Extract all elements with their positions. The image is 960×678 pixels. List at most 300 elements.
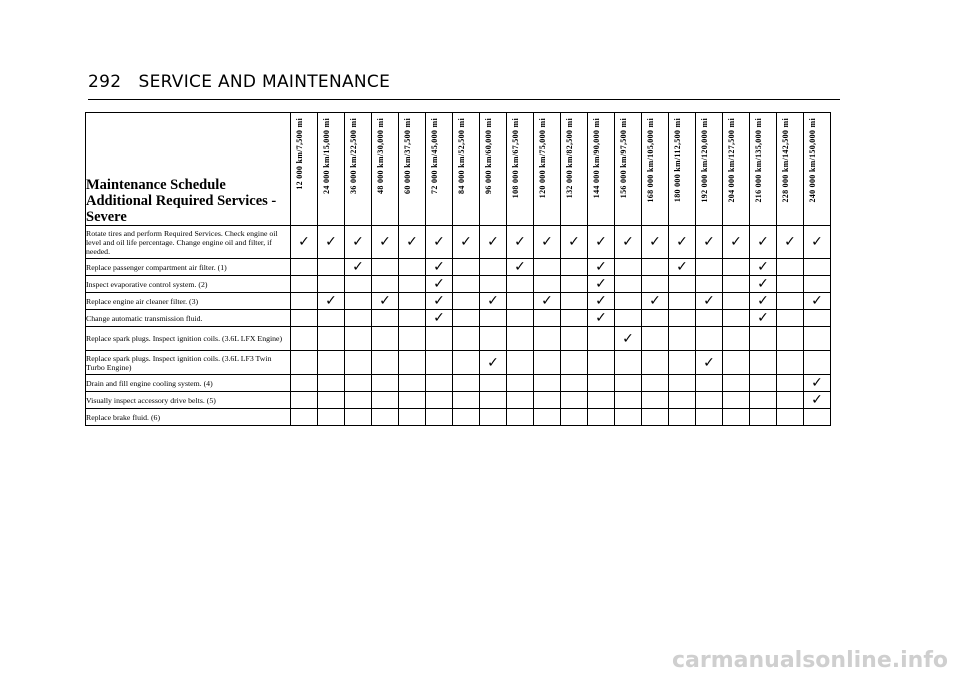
interval-label: 120 000 km/75,000 mi [538,118,547,199]
interval-label: 192 000 km/120,000 mi [700,118,709,203]
empty-cell [615,259,642,276]
checkmark-cell [588,259,615,276]
checkmark-icon: ✓ [352,234,364,250]
checkmark-cell [615,327,642,351]
empty-cell [777,409,804,426]
service-description: Replace passenger compartment air filter. (1) [86,259,291,276]
empty-cell [399,327,426,351]
checkmark-icon: ✓ [595,276,607,292]
interval-header [453,113,480,226]
empty-cell [588,327,615,351]
checkmark-icon: ✓ [784,234,796,250]
empty-cell [615,310,642,327]
interval-header [723,113,750,226]
checkmark-icon: ✓ [433,310,445,326]
interval-label: 48 000 km/30,000 mi [376,118,385,194]
checkmark-icon: ✓ [730,234,742,250]
interval-label: 96 000 km/60,000 mi [484,118,493,194]
empty-cell [723,259,750,276]
checkmark-cell [804,293,831,310]
checkmark-icon: ✓ [757,293,769,309]
empty-cell [291,351,318,375]
checkmark-icon: ✓ [379,293,391,309]
checkmark-cell [804,392,831,409]
empty-cell [615,392,642,409]
interval-label: 24 000 km/15,000 mi [322,118,331,194]
empty-cell [642,392,669,409]
service-description: Replace spark plugs. Inspect ignition coils. (3.6L LFX Engine) [86,327,291,351]
checkmark-cell [750,293,777,310]
empty-cell [750,375,777,392]
empty-cell [318,259,345,276]
empty-cell [723,276,750,293]
checkmark-icon: ✓ [703,293,715,309]
empty-cell [318,327,345,351]
empty-cell [804,310,831,327]
empty-cell [777,276,804,293]
checkmark-icon: ✓ [595,259,607,275]
checkmark-cell [534,293,561,310]
checkmark-icon: ✓ [703,354,715,371]
empty-cell [588,392,615,409]
empty-cell [777,310,804,327]
interval-header [615,113,642,226]
empty-cell [696,375,723,392]
checkmark-cell [345,226,372,259]
empty-cell [615,351,642,375]
checkmark-icon: ✓ [433,293,445,309]
empty-cell [507,327,534,351]
service-description: Replace spark plugs. Inspect ignition coils. (3.6L LF3 Twin Turbo Engine) [86,351,291,375]
empty-cell [642,375,669,392]
empty-cell [480,392,507,409]
interval-label: 12 000 km/7,500 mi [295,118,304,190]
table-row [86,310,831,327]
empty-cell [561,392,588,409]
empty-cell [480,310,507,327]
empty-cell [453,409,480,426]
interval-header [534,113,561,226]
empty-cell [399,409,426,426]
table-row [86,375,831,392]
interval-header [750,113,777,226]
empty-cell [453,392,480,409]
empty-cell [561,409,588,426]
empty-cell [615,409,642,426]
checkmark-cell [426,293,453,310]
interval-header [588,113,615,226]
empty-cell [318,276,345,293]
table-row [86,351,831,375]
empty-cell [723,409,750,426]
table-row [86,293,831,310]
interval-header [561,113,588,226]
empty-cell [345,310,372,327]
empty-cell [642,259,669,276]
empty-cell [453,327,480,351]
empty-cell [399,293,426,310]
empty-cell [561,375,588,392]
empty-cell [507,276,534,293]
empty-cell [345,276,372,293]
empty-cell [507,392,534,409]
checkmark-cell [426,226,453,259]
checkmark-icon: ✓ [514,234,526,250]
checkmark-cell [426,259,453,276]
empty-cell [291,409,318,426]
empty-cell [696,310,723,327]
interval-header [804,113,831,226]
checkmark-cell [480,351,507,375]
empty-cell [588,375,615,392]
empty-cell [750,392,777,409]
empty-cell [291,293,318,310]
checkmark-cell [453,226,480,259]
checkmark-cell [291,226,318,259]
interval-header [507,113,534,226]
checkmark-icon: ✓ [379,234,391,250]
checkmark-icon: ✓ [595,310,607,326]
checkmark-cell [750,226,777,259]
checkmark-icon: ✓ [757,259,769,275]
empty-cell [534,375,561,392]
empty-cell [480,259,507,276]
service-description: Change automatic transmission fluid. [86,310,291,327]
checkmark-cell [426,310,453,327]
checkmark-cell [669,226,696,259]
empty-cell [426,409,453,426]
checkmark-cell [372,226,399,259]
checkmark-icon: ✓ [703,234,715,250]
checkmark-cell [669,259,696,276]
empty-cell [804,409,831,426]
empty-cell [318,409,345,426]
checkmark-cell [615,226,642,259]
empty-cell [642,327,669,351]
empty-cell [399,351,426,375]
empty-cell [669,392,696,409]
checkmark-icon: ✓ [352,259,364,275]
empty-cell [345,351,372,375]
empty-cell [291,276,318,293]
interval-header [318,113,345,226]
empty-cell [399,276,426,293]
checkmark-cell [750,276,777,293]
service-description: Inspect evaporative control system. (2) [86,276,291,293]
checkmark-cell [750,259,777,276]
empty-cell [426,351,453,375]
checkmark-icon: ✓ [433,234,445,250]
interval-label: 180 000 km/112,500 mi [673,118,682,203]
page-number: 292 [88,72,122,92]
empty-cell [669,293,696,310]
empty-cell [345,293,372,310]
empty-cell [669,310,696,327]
empty-cell [588,351,615,375]
empty-cell [372,259,399,276]
checkmark-icon: ✓ [676,259,688,275]
service-description: Rotate tires and perform Required Services. Check engine oil level and oil life percentage. Change engine oil and filter, if needed. [86,226,291,259]
empty-cell [534,259,561,276]
checkmark-cell [426,276,453,293]
empty-cell [804,259,831,276]
interval-label: 228 000 km/142,500 mi [781,118,790,203]
checkmark-cell [345,259,372,276]
empty-cell [615,276,642,293]
checkmark-icon: ✓ [811,234,823,250]
empty-cell [750,327,777,351]
checkmark-icon: ✓ [757,276,769,292]
checkmark-icon: ✓ [622,330,634,347]
empty-cell [534,327,561,351]
interval-label: 168 000 km/105,000 mi [646,118,655,203]
checkmark-cell [561,226,588,259]
interval-label: 72 000 km/45,000 mi [430,118,439,194]
empty-cell [750,351,777,375]
interval-label: 84 000 km/52,500 mi [457,118,466,194]
empty-cell [507,310,534,327]
checkmark-cell [372,293,399,310]
empty-cell [453,259,480,276]
table-row [86,409,831,426]
interval-label: 240 000 km/150,000 mi [808,118,817,203]
table-row [86,327,831,351]
checkmark-cell [399,226,426,259]
table-row [86,392,831,409]
empty-cell [804,351,831,375]
empty-cell [372,375,399,392]
interval-header [696,113,723,226]
empty-cell [642,310,669,327]
empty-cell [399,392,426,409]
empty-cell [399,259,426,276]
empty-cell [777,351,804,375]
empty-cell [534,392,561,409]
checkmark-cell [777,226,804,259]
checkmark-icon: ✓ [460,234,472,250]
checkmark-cell [696,351,723,375]
empty-cell [372,310,399,327]
empty-cell [561,327,588,351]
interval-label: 144 000 km/90,000 mi [592,118,601,199]
empty-cell [480,327,507,351]
empty-cell [345,327,372,351]
checkmark-cell [723,226,750,259]
empty-cell [507,351,534,375]
table-row [86,276,831,293]
empty-cell [318,310,345,327]
empty-cell [750,409,777,426]
empty-cell [723,351,750,375]
checkmark-icon: ✓ [757,234,769,250]
interval-header [372,113,399,226]
table-row [86,259,831,276]
checkmark-cell [642,293,669,310]
checkmark-cell [507,226,534,259]
empty-cell [345,409,372,426]
empty-cell [453,276,480,293]
service-description: Drain and fill engine cooling system. (4) [86,375,291,392]
checkmark-icon: ✓ [514,259,526,275]
interval-header [669,113,696,226]
empty-cell [507,375,534,392]
empty-cell [318,392,345,409]
checkmark-icon: ✓ [568,234,580,250]
empty-cell [318,351,345,375]
empty-cell [723,293,750,310]
section-title: SERVICE AND MAINTENANCE [138,72,391,92]
checkmark-icon: ✓ [325,234,337,250]
empty-cell [777,327,804,351]
table-row [86,226,831,259]
checkmark-icon: ✓ [325,293,337,309]
empty-cell [426,327,453,351]
interval-label: 60 000 km/37,500 mi [403,118,412,194]
empty-cell [480,375,507,392]
interval-label: 156 000 km/97,500 mi [619,118,628,199]
service-description: Replace brake fluid. (6) [86,409,291,426]
checkmark-cell [480,293,507,310]
checkmark-icon: ✓ [406,234,418,250]
interval-label: 216 000 km/135,000 mi [754,118,763,203]
empty-cell [453,375,480,392]
checkmark-cell [804,226,831,259]
empty-cell [777,392,804,409]
empty-cell [480,409,507,426]
empty-cell [669,409,696,426]
checkmark-cell [588,293,615,310]
empty-cell [372,351,399,375]
interval-header [480,113,507,226]
empty-cell [480,276,507,293]
empty-cell [723,310,750,327]
empty-cell [588,409,615,426]
checkmark-icon: ✓ [541,234,553,250]
empty-cell [804,327,831,351]
checkmark-icon: ✓ [622,234,634,250]
checkmark-icon: ✓ [487,234,499,250]
interval-header [399,113,426,226]
checkmark-icon: ✓ [649,234,661,250]
checkmark-icon: ✓ [433,259,445,275]
checkmark-icon: ✓ [487,293,499,309]
empty-cell [399,375,426,392]
empty-cell [345,375,372,392]
checkmark-icon: ✓ [649,293,661,309]
empty-cell [642,276,669,293]
checkmark-cell [696,226,723,259]
checkmark-cell [588,276,615,293]
interval-header [777,113,804,226]
empty-cell [345,392,372,409]
interval-label: 36 000 km/22,500 mi [349,118,358,194]
empty-cell [372,276,399,293]
empty-cell [291,310,318,327]
empty-cell [534,409,561,426]
empty-cell [669,375,696,392]
checkmark-cell [534,226,561,259]
checkmark-icon: ✓ [298,234,310,250]
empty-cell [561,293,588,310]
checkmark-cell [507,259,534,276]
empty-cell [318,375,345,392]
empty-cell [723,392,750,409]
empty-cell [534,351,561,375]
empty-cell [696,392,723,409]
empty-cell [804,276,831,293]
empty-cell [291,327,318,351]
empty-cell [696,276,723,293]
interval-label: 204 000 km/127,500 mi [727,118,736,203]
interval-label: 108 000 km/67,500 mi [511,118,520,199]
checkmark-icon: ✓ [811,375,823,391]
table-body [86,226,831,426]
checkmark-cell [750,310,777,327]
checkmark-icon: ✓ [676,234,688,250]
empty-cell [642,409,669,426]
empty-cell [534,276,561,293]
empty-cell [723,327,750,351]
header-divider [88,99,840,100]
empty-cell [372,392,399,409]
empty-cell [777,293,804,310]
checkmark-icon: ✓ [811,293,823,309]
interval-label: 132 000 km/82,500 mi [565,118,574,199]
checkmark-cell [588,310,615,327]
empty-cell [777,259,804,276]
empty-cell [615,375,642,392]
empty-cell [777,375,804,392]
checkmark-cell [642,226,669,259]
checkmark-icon: ✓ [595,293,607,309]
empty-cell [669,276,696,293]
empty-cell [696,327,723,351]
empty-cell [291,375,318,392]
empty-cell [372,327,399,351]
empty-cell [642,351,669,375]
empty-cell [453,293,480,310]
interval-header [345,113,372,226]
interval-header [291,113,318,226]
empty-cell [561,276,588,293]
checkmark-cell [480,226,507,259]
checkmark-cell [318,226,345,259]
empty-cell [669,351,696,375]
table-title: Maintenance Schedule Additional Required Services - Severe [86,113,291,226]
checkmark-icon: ✓ [541,293,553,309]
table-header-row [86,113,831,226]
empty-cell [723,375,750,392]
maintenance-schedule-table [85,112,831,426]
empty-cell [696,259,723,276]
checkmark-cell [696,293,723,310]
checkmark-icon: ✓ [595,234,607,250]
empty-cell [291,259,318,276]
interval-header [426,113,453,226]
checkmark-cell [318,293,345,310]
checkmark-cell [588,226,615,259]
watermark: carmanualsonline.info [672,648,948,673]
checkmark-icon: ✓ [811,392,823,408]
empty-cell [291,392,318,409]
checkmark-cell [804,375,831,392]
empty-cell [534,310,561,327]
empty-cell [615,293,642,310]
empty-cell [561,259,588,276]
empty-cell [669,327,696,351]
empty-cell [453,351,480,375]
empty-cell [561,351,588,375]
